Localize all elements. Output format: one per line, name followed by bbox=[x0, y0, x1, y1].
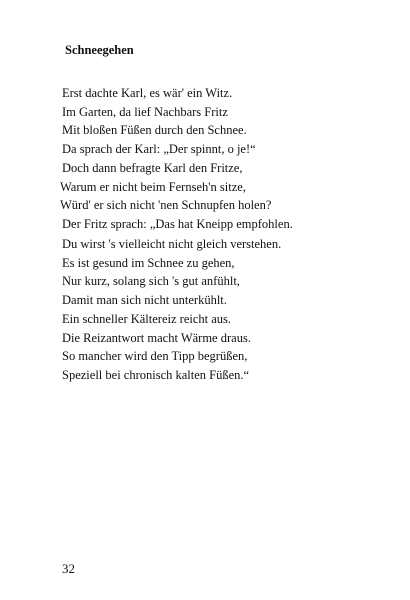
stanza-2 bbox=[62, 235, 281, 385]
poem-line: Würd' er sich nicht 'nen Schnupfen holen? bbox=[60, 198, 272, 213]
poem-line: Speziell bei chronisch kalten Füßen.“ bbox=[62, 367, 250, 382]
poem-line: Nur kurz, solang sich 's gut anfühlt, bbox=[62, 274, 240, 289]
page-number: 32 bbox=[62, 561, 75, 576]
poem-line: Ein schneller Kältereiz reicht aus. bbox=[62, 311, 232, 326]
poem-line: Im Garten, da lief Nachbars Fritz bbox=[62, 104, 228, 119]
poem-line: Warum er nicht beim Fernseh'n sitze, bbox=[60, 179, 246, 194]
poem-line: Der Fritz sprach: „Das hat Kneipp empfohlen. bbox=[62, 216, 293, 231]
poem-line: Mit bloßen Füßen durch den Schnee. bbox=[62, 123, 247, 138]
poem-title: Schneegehen bbox=[65, 43, 134, 57]
poem-line: Die Reizantwort macht Wärme draus. bbox=[62, 330, 251, 345]
poem-line: Du wirst 's vielleicht nicht gleich verstehen. bbox=[62, 237, 282, 251]
poem-line: Damit man sich nicht unterkühlt. bbox=[62, 293, 227, 308]
poem-line: Da sprach der Karl: „Der spinnt, o je!“ bbox=[62, 142, 256, 157]
poem-line: Es ist gesund im Schnee zu gehen, bbox=[62, 255, 235, 270]
poem-line: So mancher wird den Tipp begrüßen, bbox=[62, 349, 248, 364]
poem-line: Erst dachte Karl, es wär' ein Witz. bbox=[62, 86, 233, 100]
stanza-1 bbox=[62, 84, 293, 234]
poem-line: Doch dann befragte Karl den Fritze, bbox=[62, 160, 243, 175]
